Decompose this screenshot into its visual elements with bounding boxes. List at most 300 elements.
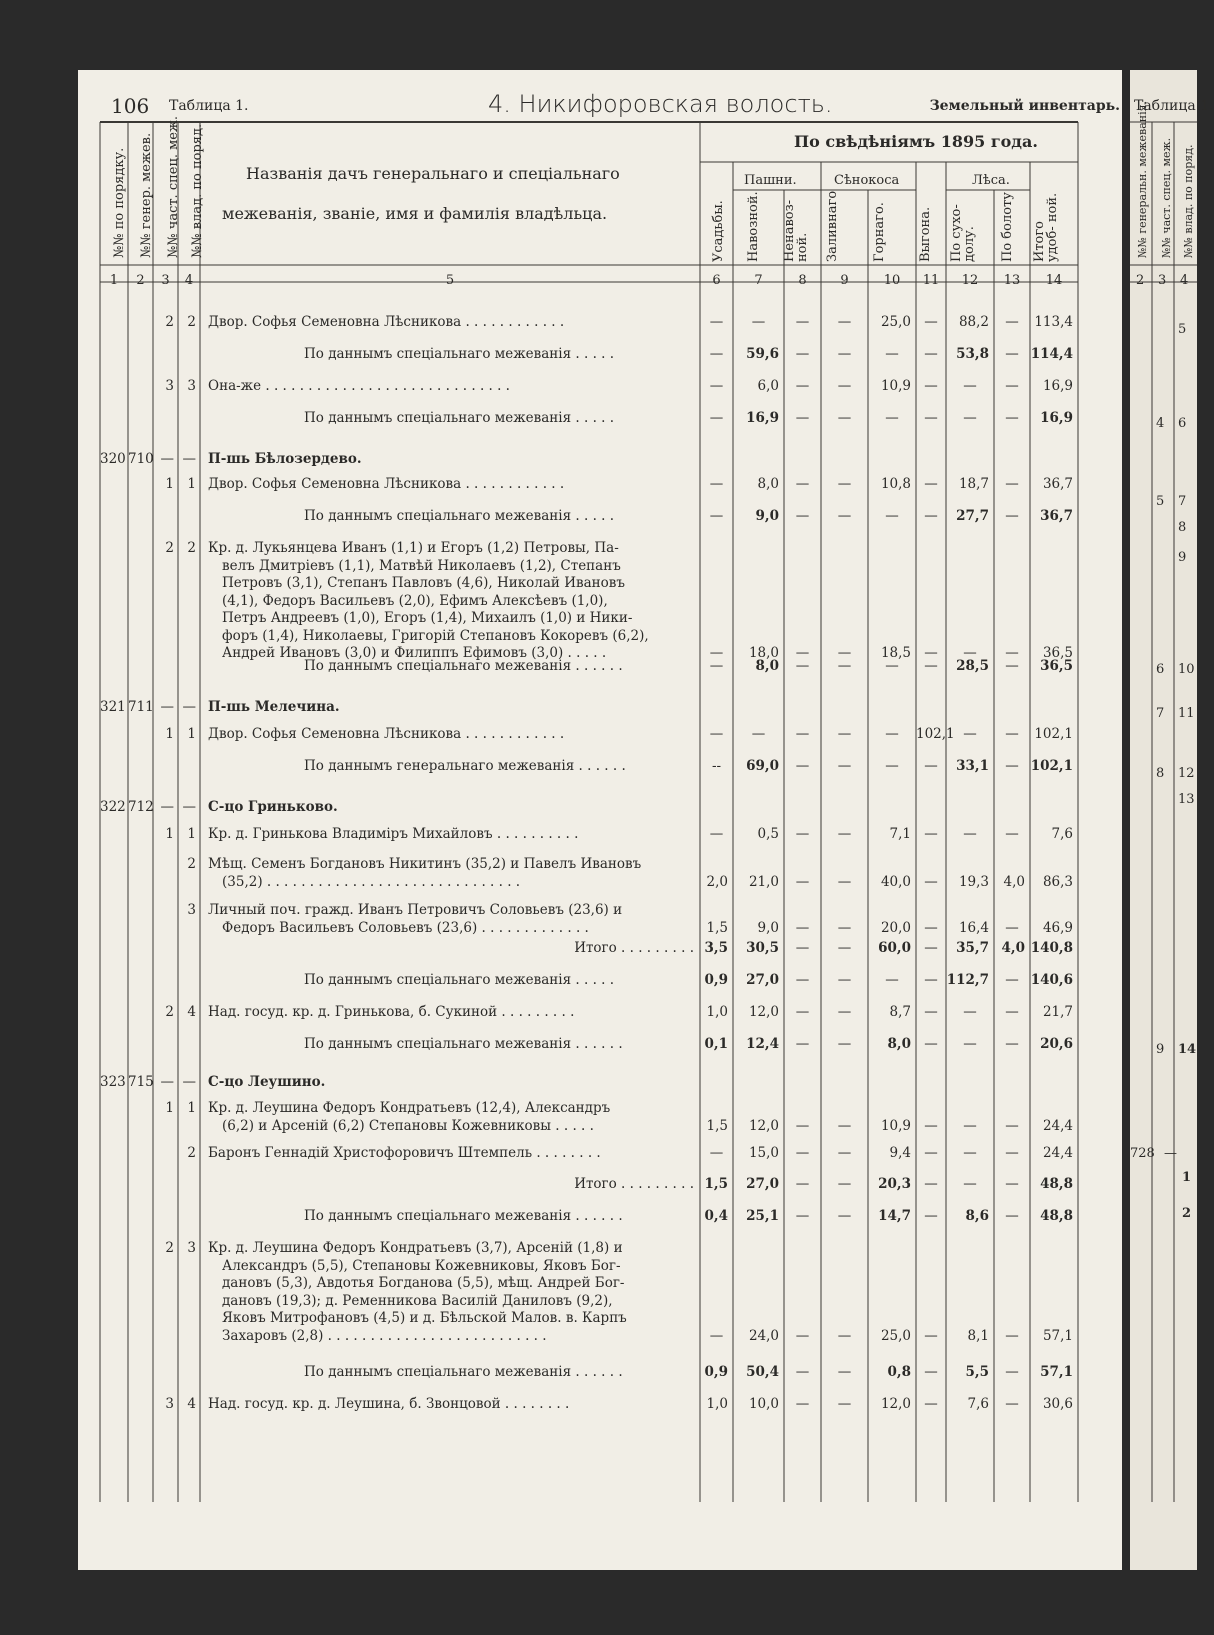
row-value: —: [795, 940, 810, 956]
row-name-line: По даннымъ спеціальнаго межеванія . . . . . .: [304, 1208, 623, 1224]
row-value: —: [924, 476, 938, 492]
row-index-n4: 2: [187, 856, 196, 872]
row-value: 16,4: [958, 919, 989, 936]
row-value: —: [751, 314, 766, 330]
row-value: —: [1005, 508, 1019, 524]
row-value: —: [924, 1145, 938, 1161]
row-value: —: [837, 508, 852, 524]
row-value: —: [795, 476, 810, 492]
row-value: 1,0: [706, 1004, 728, 1020]
row-name-line: Двор. Софья Семеновна Лѣсникова . . . . . . . . . . . .: [208, 476, 565, 492]
row-index-n4: 2: [187, 540, 196, 556]
row-value: —: [963, 1145, 977, 1161]
row-name-line: С-цо Леушино.: [208, 1074, 326, 1090]
row-index-n4: 1: [187, 826, 196, 842]
next-col-header: №№ част. спец. меж.: [1160, 137, 1173, 258]
row-value: 30,5: [746, 940, 779, 956]
row-value: —: [924, 410, 938, 426]
row-name-line: Петровъ (3,1), Степанъ Павловъ (4,6), Николай Ивановъ: [222, 575, 625, 591]
column-number: 3: [161, 273, 170, 288]
row-value: 10,9: [880, 378, 911, 394]
row-value: 36,5: [1042, 645, 1073, 661]
row-name-line: Кр. д. Леушина Федоръ Кондратьевъ (3,7), Арсеній (1,8) и: [208, 1240, 623, 1256]
row-index-n4: 1: [187, 726, 196, 742]
next-page-number: 7: [1156, 706, 1165, 721]
row-value: —: [795, 1208, 810, 1224]
row-value: —: [1005, 1036, 1019, 1052]
row-value: —: [924, 873, 938, 890]
row-value: 35,7: [956, 940, 989, 956]
row-value: —: [924, 346, 938, 362]
row-value: —: [709, 346, 724, 362]
next-page-number: 6: [1178, 416, 1187, 431]
row-index-n3: 1: [165, 726, 174, 742]
row-value: 9,0: [757, 919, 779, 936]
next-page-number: 9: [1156, 1042, 1165, 1057]
next-page-number: 5: [1156, 494, 1165, 509]
row-value: 4,0: [1003, 873, 1025, 890]
row-value: —: [1005, 758, 1019, 774]
row-name-line: Итого . . . . . . . . .: [574, 940, 694, 956]
row-value: —: [1005, 476, 1019, 492]
next-col-number: 3: [1158, 273, 1167, 288]
row-index-n4: 3: [187, 902, 196, 918]
row-value: 7,6: [1051, 826, 1073, 842]
row-value: 7,1: [889, 826, 911, 842]
row-index-n4: —: [182, 799, 196, 815]
row-value: —: [924, 940, 938, 956]
row-value: —: [1005, 1208, 1019, 1224]
row-value: 1,5: [704, 1176, 728, 1192]
row-index-n4: 4: [187, 1396, 196, 1412]
row-index-n3: 1: [165, 826, 174, 842]
column-number: 8: [798, 273, 807, 288]
row-index-n2: 711: [128, 699, 154, 715]
row-name-line: Яковъ Митрофановъ (4,5) и д. Бѣльской Малов. в. Карпъ: [222, 1310, 627, 1326]
row-name-line: Над. госуд. кр. д. Гринькова, б. Сукиной . . . . . . . . .: [208, 1004, 575, 1020]
row-value: —: [795, 645, 810, 661]
row-value: —: [709, 826, 724, 842]
next-page-number: 7: [1178, 494, 1187, 509]
row-value: —: [924, 1364, 938, 1380]
row-name-line: С-цо Гринькoво.: [208, 799, 338, 815]
row-index-n4: 1: [187, 476, 196, 492]
next-page-number: 14: [1178, 1042, 1197, 1057]
row-value: 36,7: [1040, 508, 1073, 524]
row-value: —: [795, 826, 810, 842]
row-index-n3: —: [160, 699, 174, 715]
row-name-line: Захаровъ (2,8) . . . . . . . . . . . . . . . . . . . . . . . . . .: [222, 1327, 547, 1344]
row-value: —: [837, 410, 852, 426]
row-name-line: По даннымъ генеральнаго межеванія . . . . . .: [304, 758, 626, 774]
row-name-line: По даннымъ спеціальнаго межеванія . . . . .: [304, 508, 615, 524]
row-value: 33,1: [956, 758, 989, 774]
row-value: 6,0: [757, 378, 779, 394]
row-value: —: [1005, 1364, 1019, 1380]
row-index-n2: 712: [128, 799, 154, 815]
row-value: —: [924, 1004, 938, 1020]
row-value: 2,0: [706, 873, 728, 890]
next-page-number: 9: [1178, 550, 1187, 565]
column-number: 1: [109, 273, 119, 288]
row-value: —: [709, 410, 724, 426]
col-header-nenavoznoy: Ненавоз- ной.: [782, 199, 810, 262]
row-value: —: [795, 1036, 810, 1052]
row-value: 30,6: [1042, 1396, 1073, 1412]
row-value: —: [1005, 1176, 1019, 1192]
col-header-zalivnogo: Заливнаго: [825, 190, 840, 262]
row-value: 12,4: [746, 1036, 779, 1052]
next-col-number: 4: [1180, 273, 1189, 288]
row-value: —: [795, 1364, 810, 1380]
row-value: 9,4: [889, 1145, 911, 1161]
row-name-line: (6,2) и Арсеній (6,2) Степановы Кожевниковы . . . . .: [222, 1117, 594, 1134]
row-value: 20,6: [1040, 1036, 1073, 1052]
row-value: —: [709, 476, 724, 492]
next-page-number: 6: [1156, 662, 1165, 677]
row-value: —: [837, 378, 852, 394]
row-value: 8,0: [755, 658, 779, 674]
row-value: 102,1: [1030, 758, 1073, 774]
row-value: 24,0: [748, 1327, 779, 1344]
row-value: —: [837, 476, 852, 492]
row-value: 8,6: [965, 1208, 989, 1224]
row-value: 24,4: [1042, 1117, 1073, 1134]
row-value: —: [709, 645, 724, 661]
row-value: 36,7: [1042, 476, 1073, 492]
row-value: 1,5: [706, 919, 728, 936]
row-value: —: [1005, 972, 1019, 988]
row-value: —: [1005, 726, 1019, 742]
row-index-n4: 3: [187, 378, 196, 394]
row-value: --: [711, 758, 722, 774]
row-value: —: [924, 826, 938, 842]
row-value: 0,9: [704, 972, 728, 988]
next-col-header: №№ влад. по поряд.: [1182, 144, 1195, 258]
row-name-line: По даннымъ спеціальнаго межеванія . . . . . .: [304, 1364, 623, 1380]
row-index-n3: 3: [165, 1396, 174, 1412]
row-value: 18,5: [880, 645, 911, 661]
row-value: 0,8: [887, 1364, 911, 1380]
row-index-n1: 321: [100, 699, 126, 715]
row-value: 140,8: [1030, 940, 1073, 956]
col-header-navoznoy: Навозной.: [746, 191, 761, 262]
row-value: 7,6: [967, 1396, 989, 1412]
row-name-line: дановъ (5,3), Авдотья Богданова (5,5), мѣщ. Андрей Бог-: [222, 1275, 625, 1291]
row-value: —: [751, 726, 766, 742]
row-value: —: [1005, 1117, 1019, 1134]
row-index-n3: 1: [165, 1100, 174, 1116]
row-name-line: дановъ (19,3); д. Ременникова Василій Даниловъ (9,2),: [222, 1292, 613, 1309]
row-value: 88,2: [958, 314, 989, 330]
row-name-line: Кр. д. Лукьянцева Иванъ (1,1) и Егоръ (1,2) Петровы, Па-: [208, 540, 619, 556]
row-name-line: П-шь Бѣлозердево.: [208, 451, 362, 467]
row-value: 69,0: [746, 758, 779, 774]
row-value: 140,6: [1030, 972, 1073, 988]
row-name-line: Петръ Андреевъ (1,0), Егоръ (1,4), Михаилъ (1,0) и Ники-: [222, 610, 633, 626]
row-value: —: [795, 972, 810, 988]
row-value: —: [837, 758, 852, 774]
col-header-suhodol: По сухо- долу.: [949, 204, 977, 262]
row-value: —: [837, 1364, 852, 1380]
column-number: 12: [961, 273, 979, 288]
row-value: 27,7: [956, 508, 989, 524]
row-value: —: [795, 1117, 810, 1134]
row-value: —: [885, 508, 899, 524]
next-grid: [1130, 70, 1197, 1570]
row-name-line: Она-же . . . . . . . . . . . . . . . . . . . . . . . . . . . . .: [208, 378, 510, 394]
row-index-n1: 322: [100, 799, 126, 815]
row-value: —: [709, 1145, 724, 1161]
col-header-boloto: По болоту: [1000, 192, 1015, 262]
row-index-n3: —: [160, 1074, 174, 1090]
row-value: 36,5: [1040, 658, 1073, 674]
row-value: —: [963, 1036, 977, 1052]
row-value: 12,0: [748, 1117, 779, 1134]
row-index-n4: 1: [187, 1100, 196, 1116]
row-value: —: [1005, 919, 1019, 936]
row-value: —: [795, 873, 810, 890]
row-value: —: [795, 919, 810, 936]
ledger-page: [78, 70, 1122, 1570]
row-value: 4,0: [1001, 940, 1025, 956]
row-value: 24,4: [1042, 1145, 1073, 1161]
row-value: —: [837, 1117, 852, 1134]
row-value: 9,0: [755, 508, 779, 524]
row-value: —: [963, 726, 977, 742]
row-value: —: [1005, 658, 1019, 674]
row-name-line: Над. госуд. кр. д. Леушина, б. Звонцовой . . . . . . . .: [208, 1396, 570, 1412]
row-value: 60,0: [878, 940, 911, 956]
row-value: —: [1005, 645, 1019, 661]
row-value: 48,8: [1040, 1176, 1073, 1192]
row-value: 102,1: [1034, 726, 1073, 742]
row-value: —: [963, 645, 977, 661]
row-index-n2: 710: [128, 451, 154, 467]
column-number: 10: [883, 273, 901, 288]
row-name-line: Личный поч. гражд. Иванъ Петровичъ Соловьевъ (23,6) и: [208, 902, 623, 918]
column-number: 5: [445, 273, 455, 288]
next-page-number: 2: [1182, 1206, 1192, 1221]
column-number: 4: [184, 273, 194, 288]
row-value: —: [924, 1208, 938, 1224]
row-value: 1,0: [706, 1396, 728, 1412]
row-value: 19,3: [958, 873, 989, 890]
col-header-names-line1: Названія дачъ генеральнаго и спеціальнаго: [246, 164, 620, 183]
row-value: —: [885, 972, 899, 988]
row-name-line: Итого . . . . . . . . .: [574, 1176, 694, 1192]
row-value: 8,1: [967, 1327, 989, 1344]
district-title: 4. Никифоровская волость.: [488, 90, 833, 118]
row-value: —: [1005, 314, 1019, 330]
row-value: —: [924, 314, 938, 330]
row-value: 10,8: [880, 476, 911, 492]
page-number: 106: [111, 94, 150, 118]
row-value: —: [924, 972, 938, 988]
row-value: —: [885, 658, 899, 674]
row-value: 28,5: [956, 658, 989, 674]
row-value: —: [795, 1396, 810, 1412]
row-value: 59,6: [746, 346, 779, 362]
next-page-number: 11: [1178, 706, 1195, 721]
row-value: —: [1005, 410, 1019, 426]
row-name-line: (4,1), Федоръ Васильевъ (2,0), Ефимъ Алексѣевъ (1,0),: [222, 592, 608, 609]
row-value: —: [837, 1396, 852, 1412]
row-name-line: По даннымъ спеціальнаго межеванія . . . . . .: [304, 1036, 623, 1052]
row-value: —: [709, 508, 724, 524]
next-col-number: 2: [1136, 273, 1145, 288]
row-value: —: [837, 346, 852, 362]
row-value: —: [709, 1327, 724, 1344]
row-value: —: [885, 410, 899, 426]
row-name-line: велъ Дмитріевъ (1,1), Матвѣй Николаевъ (1,2), Степанъ: [222, 557, 621, 574]
row-index-n4: 2: [187, 1145, 196, 1161]
row-index-n4: 4: [187, 1004, 196, 1020]
row-value: 27,0: [746, 1176, 779, 1192]
row-name-line: Двор. Софья Семеновна Лѣсникова . . . . . . . . . . . .: [208, 314, 565, 330]
row-value: 113,4: [1034, 314, 1073, 330]
row-value: —: [924, 645, 938, 661]
row-value: 50,4: [746, 1364, 779, 1380]
row-value: —: [795, 1004, 810, 1020]
row-value: —: [963, 378, 977, 394]
row-name-line: форъ (1,4), Николаевы, Григорій Степановъ Кокоревъ (6,2),: [222, 627, 649, 644]
row-value: —: [885, 726, 899, 742]
row-value: 16,9: [746, 410, 779, 426]
row-value: —: [885, 758, 899, 774]
col-header-vygona: Выгона.: [918, 206, 933, 262]
row-value: —: [837, 1208, 852, 1224]
row-value: —: [885, 346, 899, 362]
row-value: —: [709, 378, 724, 394]
row-value: —: [837, 1145, 852, 1161]
row-value: —: [924, 378, 938, 394]
row-index-n3: 3: [165, 378, 174, 394]
row-value: 112,7: [946, 972, 989, 988]
row-value: 0,9: [704, 1364, 728, 1380]
row-value: —: [837, 726, 852, 742]
row-name-line: По даннымъ спеціальнаго межеванія . . . . . .: [304, 658, 623, 674]
row-value: —: [837, 1004, 852, 1020]
next-page-number: 8: [1156, 766, 1165, 781]
row-name-line: Андрей Ивановъ (3,0) и Филиппъ Ефимовъ (3,0) . . . . .: [222, 645, 607, 661]
row-index-n4: —: [182, 699, 196, 715]
row-value: 27,0: [746, 972, 779, 988]
row-value: 8,0: [887, 1036, 911, 1052]
row-value: 57,1: [1042, 1327, 1073, 1344]
row-value: —: [924, 1036, 938, 1052]
row-value: —: [924, 1396, 938, 1412]
row-value: —: [924, 758, 938, 774]
row-value: —: [1005, 346, 1019, 362]
column-number: 2: [136, 273, 145, 288]
row-value: —: [924, 508, 938, 524]
col-header-special: №№ част. спец. меж.: [166, 116, 181, 258]
row-value: 25,0: [880, 1327, 911, 1344]
table-grid: [78, 70, 1122, 1570]
row-value: 1,5: [706, 1117, 728, 1134]
row-value: —: [924, 1117, 938, 1134]
row-value: —: [963, 1117, 977, 1134]
row-name-line: Кр. д. Гринькова Владиміръ Михайловъ . . . . . . . . . .: [208, 826, 579, 842]
group-header-senokosa: Сѣнокоса: [834, 173, 900, 188]
row-value: —: [795, 1176, 810, 1192]
row-value: —: [795, 314, 810, 330]
row-value: —: [924, 919, 938, 936]
row-value: 20,0: [880, 919, 911, 936]
next-page-number: 8: [1178, 520, 1187, 535]
row-index-n3: 2: [165, 1004, 174, 1020]
row-index-n4: —: [182, 451, 196, 467]
row-index-n3: 2: [165, 540, 174, 556]
row-value: —: [795, 1327, 810, 1344]
row-value: —: [837, 314, 852, 330]
row-name-line: Двор. Софья Семеновна Лѣсникова . . . . . . . . . . . .: [208, 726, 565, 742]
row-name-line: П-шь Мелечина.: [208, 699, 340, 715]
row-value: —: [837, 940, 852, 956]
row-value: 53,8: [956, 346, 989, 362]
row-value: —: [795, 346, 810, 362]
col-header-gornogo: Горнаго.: [872, 202, 887, 262]
next-page-number: 12: [1178, 766, 1195, 781]
row-value: —: [963, 1176, 977, 1192]
row-value: —: [1005, 378, 1019, 394]
row-index-n3: 2: [165, 314, 174, 330]
row-value: 25,0: [880, 314, 911, 330]
row-value: —: [837, 1327, 852, 1344]
row-value: 16,9: [1042, 378, 1073, 394]
row-name-line: По даннымъ спеціальнаго межеванія . . . . .: [304, 346, 615, 362]
row-value: 46,9: [1042, 919, 1073, 936]
row-value: —: [1005, 826, 1019, 842]
row-value: —: [795, 726, 810, 742]
row-value: 0,4: [704, 1208, 728, 1224]
row-index-n3: 2: [165, 1240, 174, 1256]
row-value: 5,5: [965, 1364, 989, 1380]
row-name-line: По даннымъ спеціальнаго межеванія . . . . .: [304, 972, 615, 988]
next-page-number: 4: [1156, 416, 1165, 431]
group-header-pashni: Пашни.: [744, 173, 797, 188]
row-value: —: [837, 826, 852, 842]
row-value: —: [795, 508, 810, 524]
row-value: 8,7: [889, 1004, 911, 1020]
row-index-n4: 2: [187, 314, 196, 330]
row-name-line: По даннымъ спеціальнаго межеванія . . . . .: [304, 410, 615, 426]
column-number: 6: [712, 273, 721, 288]
row-value: —: [795, 410, 810, 426]
row-index-n1: 323: [100, 1074, 126, 1090]
row-value: 25,1: [746, 1208, 779, 1224]
row-name-line: Баронъ Геннадій Христофоровичъ Штемпель . . . . . . . .: [208, 1145, 601, 1161]
row-value: 12,0: [880, 1396, 911, 1412]
row-name-line: Кр. д. Леушина Федоръ Кондратьевъ (12,4), Александръ: [208, 1100, 611, 1116]
row-value: —: [837, 873, 852, 890]
table-label: Таблица 1.: [169, 98, 249, 114]
row-index-n4: 3: [187, 1240, 196, 1256]
row-value: —: [795, 758, 810, 774]
row-value: —: [963, 1004, 977, 1020]
col-header-itogo: Итого удоб- ной.: [1032, 192, 1060, 262]
row-value: 14,7: [878, 1208, 911, 1224]
row-value: 18,7: [958, 476, 989, 492]
column-number: 14: [1045, 273, 1063, 288]
row-value: 8,0: [757, 476, 779, 492]
row-index-n3: 1: [165, 476, 174, 492]
next-page-number: 728: [1130, 1146, 1155, 1161]
row-index-n3: —: [160, 799, 174, 815]
row-value: 18,0: [748, 645, 779, 661]
row-value: —: [963, 826, 977, 842]
